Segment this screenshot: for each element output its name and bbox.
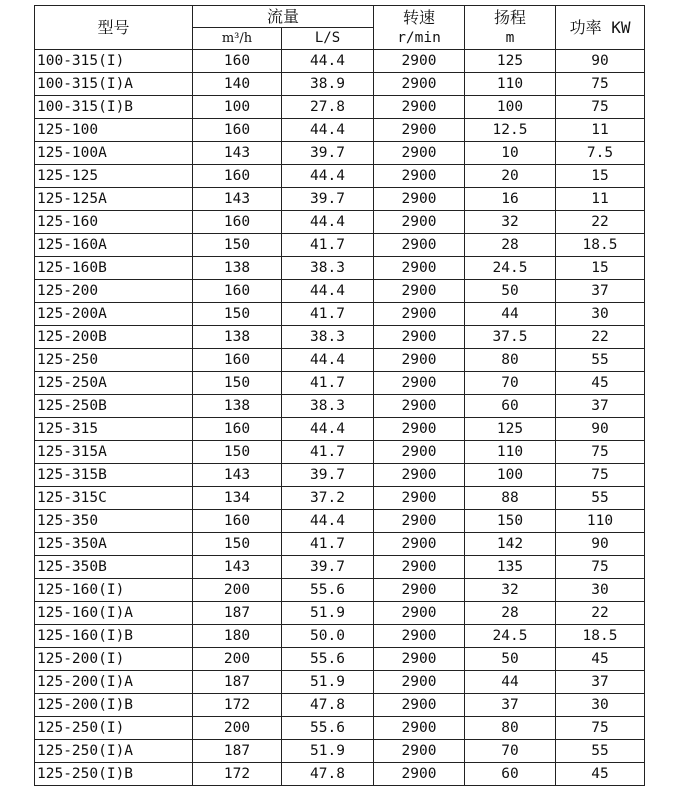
power-cell: 22 — [556, 326, 645, 349]
table-row — [35, 326, 645, 349]
table-row — [35, 349, 645, 372]
table-row — [35, 280, 645, 303]
speed-cell: 2900 — [374, 50, 465, 73]
power-cell: 22 — [556, 211, 645, 234]
table-row — [35, 625, 645, 648]
header-flow-m3h: m³/h — [193, 28, 282, 50]
flow-m3h-cell: 138 — [193, 257, 282, 280]
speed-cell: 2900 — [374, 694, 465, 717]
table-row — [35, 441, 645, 464]
flow-m3h-cell: 150 — [193, 372, 282, 395]
flow-ls-cell: 44.4 — [282, 119, 374, 142]
speed-cell: 2900 — [374, 763, 465, 786]
flow-ls-cell: 41.7 — [282, 533, 374, 556]
table-row — [35, 119, 645, 142]
head-cell: 125 — [465, 418, 556, 441]
model-cell: 125-250(I)A — [35, 740, 193, 763]
flow-ls-cell: 51.9 — [282, 740, 374, 763]
model-cell: 125-350 — [35, 510, 193, 533]
speed-cell: 2900 — [374, 418, 465, 441]
flow-ls-cell: 39.7 — [282, 188, 374, 211]
head-cell: 80 — [465, 717, 556, 740]
speed-cell: 2900 — [374, 73, 465, 96]
flow-ls-cell: 51.9 — [282, 602, 374, 625]
header-head — [465, 6, 556, 50]
flow-ls-cell: 44.4 — [282, 211, 374, 234]
power-cell: 30 — [556, 303, 645, 326]
head-cell: 28 — [465, 234, 556, 257]
flow-m3h-cell: 150 — [193, 441, 282, 464]
flow-ls-cell: 38.3 — [282, 326, 374, 349]
flow-m3h-cell: 143 — [193, 142, 282, 165]
flow-m3h-cell: 160 — [193, 418, 282, 441]
model-cell: 125-200A — [35, 303, 193, 326]
flow-ls-cell: 39.7 — [282, 464, 374, 487]
power-cell: 75 — [556, 464, 645, 487]
head-cell: 32 — [465, 211, 556, 234]
head-cell: 88 — [465, 487, 556, 510]
flow-m3h-cell: 143 — [193, 464, 282, 487]
header-speed-label: 转速 — [403, 7, 436, 27]
flow-m3h-cell: 138 — [193, 326, 282, 349]
model-cell: 125-315 — [35, 418, 193, 441]
flow-ls-cell: 39.7 — [282, 556, 374, 579]
header-flow-ls: L/S — [282, 28, 374, 50]
flow-m3h-cell: 160 — [193, 349, 282, 372]
power-cell: 22 — [556, 602, 645, 625]
flow-m3h-cell: 150 — [193, 533, 282, 556]
power-cell: 110 — [556, 510, 645, 533]
table-row — [35, 188, 645, 211]
head-cell: 110 — [465, 441, 556, 464]
flow-m3h-cell: 143 — [193, 556, 282, 579]
header-head-label: 扬程 — [494, 7, 527, 27]
power-cell: 45 — [556, 763, 645, 786]
flow-m3h-cell: 143 — [193, 188, 282, 211]
model-cell: 125-315C — [35, 487, 193, 510]
flow-m3h-cell: 160 — [193, 50, 282, 73]
flow-ls-cell: 55.6 — [282, 648, 374, 671]
head-cell: 50 — [465, 648, 556, 671]
speed-cell: 2900 — [374, 142, 465, 165]
power-cell: 55 — [556, 740, 645, 763]
power-cell: 90 — [556, 533, 645, 556]
head-cell: 70 — [465, 740, 556, 763]
flow-m3h-cell: 160 — [193, 211, 282, 234]
head-cell: 12.5 — [465, 119, 556, 142]
model-cell: 125-200(I) — [35, 648, 193, 671]
speed-cell: 2900 — [374, 625, 465, 648]
flow-ls-cell: 50.0 — [282, 625, 374, 648]
model-cell: 125-350B — [35, 556, 193, 579]
speed-cell: 2900 — [374, 556, 465, 579]
power-cell: 15 — [556, 165, 645, 188]
speed-cell: 2900 — [374, 234, 465, 257]
head-cell: 100 — [465, 96, 556, 119]
table-row — [35, 257, 645, 280]
power-cell: 75 — [556, 717, 645, 740]
flow-m3h-cell: 160 — [193, 510, 282, 533]
power-cell: 45 — [556, 372, 645, 395]
flow-ls-cell: 55.6 — [282, 579, 374, 602]
power-cell: 37 — [556, 671, 645, 694]
flow-ls-cell: 44.4 — [282, 510, 374, 533]
speed-cell: 2900 — [374, 257, 465, 280]
table-row — [35, 372, 645, 395]
flow-ls-cell: 44.4 — [282, 280, 374, 303]
speed-cell: 2900 — [374, 326, 465, 349]
flow-ls-cell: 47.8 — [282, 763, 374, 786]
model-cell: 125-350A — [35, 533, 193, 556]
speed-cell: 2900 — [374, 441, 465, 464]
head-cell: 16 — [465, 188, 556, 211]
table-row — [35, 648, 645, 671]
head-cell: 70 — [465, 372, 556, 395]
model-cell: 125-250(I)B — [35, 763, 193, 786]
flow-ls-cell: 41.7 — [282, 441, 374, 464]
header-head-unit: m — [505, 29, 515, 46]
model-cell: 125-250A — [35, 372, 193, 395]
power-cell: 75 — [556, 96, 645, 119]
flow-m3h-cell: 187 — [193, 671, 282, 694]
table-header — [35, 6, 645, 50]
table-row — [35, 487, 645, 510]
flow-m3h-cell: 100 — [193, 96, 282, 119]
model-cell: 125-160A — [35, 234, 193, 257]
model-cell: 125-250B — [35, 395, 193, 418]
power-cell: 75 — [556, 556, 645, 579]
model-cell: 125-200 — [35, 280, 193, 303]
head-cell: 50 — [465, 280, 556, 303]
speed-cell: 2900 — [374, 717, 465, 740]
power-cell: 15 — [556, 257, 645, 280]
speed-cell: 2900 — [374, 211, 465, 234]
model-cell: 125-100 — [35, 119, 193, 142]
power-cell: 30 — [556, 694, 645, 717]
power-cell: 75 — [556, 441, 645, 464]
speed-cell: 2900 — [374, 510, 465, 533]
flow-m3h-cell: 140 — [193, 73, 282, 96]
flow-ls-cell: 55.6 — [282, 717, 374, 740]
speed-cell: 2900 — [374, 395, 465, 418]
flow-ls-cell: 41.7 — [282, 372, 374, 395]
flow-m3h-cell: 200 — [193, 579, 282, 602]
speed-cell: 2900 — [374, 464, 465, 487]
head-cell: 24.5 — [465, 257, 556, 280]
flow-ls-cell: 39.7 — [282, 142, 374, 165]
power-cell: 90 — [556, 418, 645, 441]
model-cell: 125-160(I)A — [35, 602, 193, 625]
head-cell: 24.5 — [465, 625, 556, 648]
table-row — [35, 671, 645, 694]
flow-m3h-cell: 187 — [193, 602, 282, 625]
table-body — [35, 50, 645, 786]
speed-cell: 2900 — [374, 188, 465, 211]
flow-ls-cell: 41.7 — [282, 303, 374, 326]
table-row — [35, 464, 645, 487]
table-row — [35, 142, 645, 165]
model-cell: 125-250 — [35, 349, 193, 372]
header-model: 型号 — [35, 6, 193, 50]
model-cell: 125-160(I)B — [35, 625, 193, 648]
speed-cell: 2900 — [374, 648, 465, 671]
speed-cell: 2900 — [374, 349, 465, 372]
header-speed-unit: r/min — [397, 29, 441, 46]
model-cell: 100-315(I) — [35, 50, 193, 73]
table-row — [35, 395, 645, 418]
table-row — [35, 165, 645, 188]
model-cell: 125-160 — [35, 211, 193, 234]
flow-m3h-cell: 180 — [193, 625, 282, 648]
power-cell: 30 — [556, 579, 645, 602]
pump-spec-table — [34, 5, 645, 786]
table-row — [35, 602, 645, 625]
flow-ls-cell: 44.4 — [282, 418, 374, 441]
flow-ls-cell: 41.7 — [282, 234, 374, 257]
power-cell: 37 — [556, 395, 645, 418]
speed-cell: 2900 — [374, 579, 465, 602]
model-cell: 125-160B — [35, 257, 193, 280]
flow-m3h-cell: 160 — [193, 280, 282, 303]
table-row — [35, 303, 645, 326]
table-row — [35, 556, 645, 579]
model-cell: 125-200(I)B — [35, 694, 193, 717]
model-cell: 125-315B — [35, 464, 193, 487]
model-cell: 125-125A — [35, 188, 193, 211]
head-cell: 32 — [465, 579, 556, 602]
model-cell: 125-125 — [35, 165, 193, 188]
head-cell: 60 — [465, 395, 556, 418]
speed-cell: 2900 — [374, 533, 465, 556]
flow-ls-cell: 44.4 — [282, 165, 374, 188]
head-cell: 44 — [465, 671, 556, 694]
flow-ls-cell: 38.3 — [282, 257, 374, 280]
power-cell: 11 — [556, 188, 645, 211]
speed-cell: 2900 — [374, 119, 465, 142]
head-cell: 37 — [465, 694, 556, 717]
table-row — [35, 73, 645, 96]
flow-ls-cell: 47.8 — [282, 694, 374, 717]
head-cell: 28 — [465, 602, 556, 625]
power-cell: 7.5 — [556, 142, 645, 165]
header-power: 功率 KW — [556, 6, 645, 50]
table-row — [35, 740, 645, 763]
table-row — [35, 694, 645, 717]
head-cell: 100 — [465, 464, 556, 487]
head-cell: 60 — [465, 763, 556, 786]
header-flow: 流量 — [193, 6, 374, 28]
table-row — [35, 533, 645, 556]
speed-cell: 2900 — [374, 602, 465, 625]
speed-cell: 2900 — [374, 671, 465, 694]
table-row — [35, 50, 645, 73]
power-cell: 45 — [556, 648, 645, 671]
model-cell: 100-315(I)A — [35, 73, 193, 96]
model-cell: 125-250(I) — [35, 717, 193, 740]
flow-m3h-cell: 172 — [193, 763, 282, 786]
model-cell: 125-100A — [35, 142, 193, 165]
model-cell: 125-315A — [35, 441, 193, 464]
flow-m3h-cell: 200 — [193, 717, 282, 740]
table-row — [35, 510, 645, 533]
model-cell: 125-160(I) — [35, 579, 193, 602]
head-cell: 150 — [465, 510, 556, 533]
power-cell: 90 — [556, 50, 645, 73]
speed-cell: 2900 — [374, 740, 465, 763]
flow-ls-cell: 27.8 — [282, 96, 374, 119]
flow-ls-cell: 44.4 — [282, 349, 374, 372]
head-cell: 10 — [465, 142, 556, 165]
header-speed — [374, 6, 465, 50]
flow-m3h-cell: 160 — [193, 119, 282, 142]
power-cell: 37 — [556, 280, 645, 303]
speed-cell: 2900 — [374, 487, 465, 510]
power-cell: 75 — [556, 73, 645, 96]
power-cell: 18.5 — [556, 625, 645, 648]
speed-cell: 2900 — [374, 96, 465, 119]
flow-m3h-cell: 138 — [193, 395, 282, 418]
flow-ls-cell: 38.3 — [282, 395, 374, 418]
head-cell: 44 — [465, 303, 556, 326]
model-cell: 125-200B — [35, 326, 193, 349]
flow-m3h-cell: 200 — [193, 648, 282, 671]
table-row — [35, 211, 645, 234]
head-cell: 135 — [465, 556, 556, 579]
flow-m3h-cell: 160 — [193, 165, 282, 188]
table-row — [35, 234, 645, 257]
head-cell: 37.5 — [465, 326, 556, 349]
flow-ls-cell: 38.9 — [282, 73, 374, 96]
flow-m3h-cell: 150 — [193, 234, 282, 257]
table-row — [35, 96, 645, 119]
table-row — [35, 579, 645, 602]
power-cell: 11 — [556, 119, 645, 142]
speed-cell: 2900 — [374, 372, 465, 395]
flow-ls-cell: 51.9 — [282, 671, 374, 694]
table-row — [35, 717, 645, 740]
speed-cell: 2900 — [374, 280, 465, 303]
flow-m3h-cell: 172 — [193, 694, 282, 717]
head-cell: 142 — [465, 533, 556, 556]
flow-m3h-cell: 187 — [193, 740, 282, 763]
model-cell: 125-200(I)A — [35, 671, 193, 694]
table-row — [35, 763, 645, 786]
power-cell: 18.5 — [556, 234, 645, 257]
flow-m3h-cell: 134 — [193, 487, 282, 510]
model-cell: 100-315(I)B — [35, 96, 193, 119]
speed-cell: 2900 — [374, 303, 465, 326]
head-cell: 80 — [465, 349, 556, 372]
head-cell: 110 — [465, 73, 556, 96]
table-row — [35, 418, 645, 441]
flow-ls-cell: 44.4 — [282, 50, 374, 73]
speed-cell: 2900 — [374, 165, 465, 188]
power-cell: 55 — [556, 487, 645, 510]
power-cell: 55 — [556, 349, 645, 372]
head-cell: 125 — [465, 50, 556, 73]
flow-m3h-cell: 150 — [193, 303, 282, 326]
flow-ls-cell: 37.2 — [282, 487, 374, 510]
header-row-1 — [35, 6, 645, 28]
head-cell: 20 — [465, 165, 556, 188]
